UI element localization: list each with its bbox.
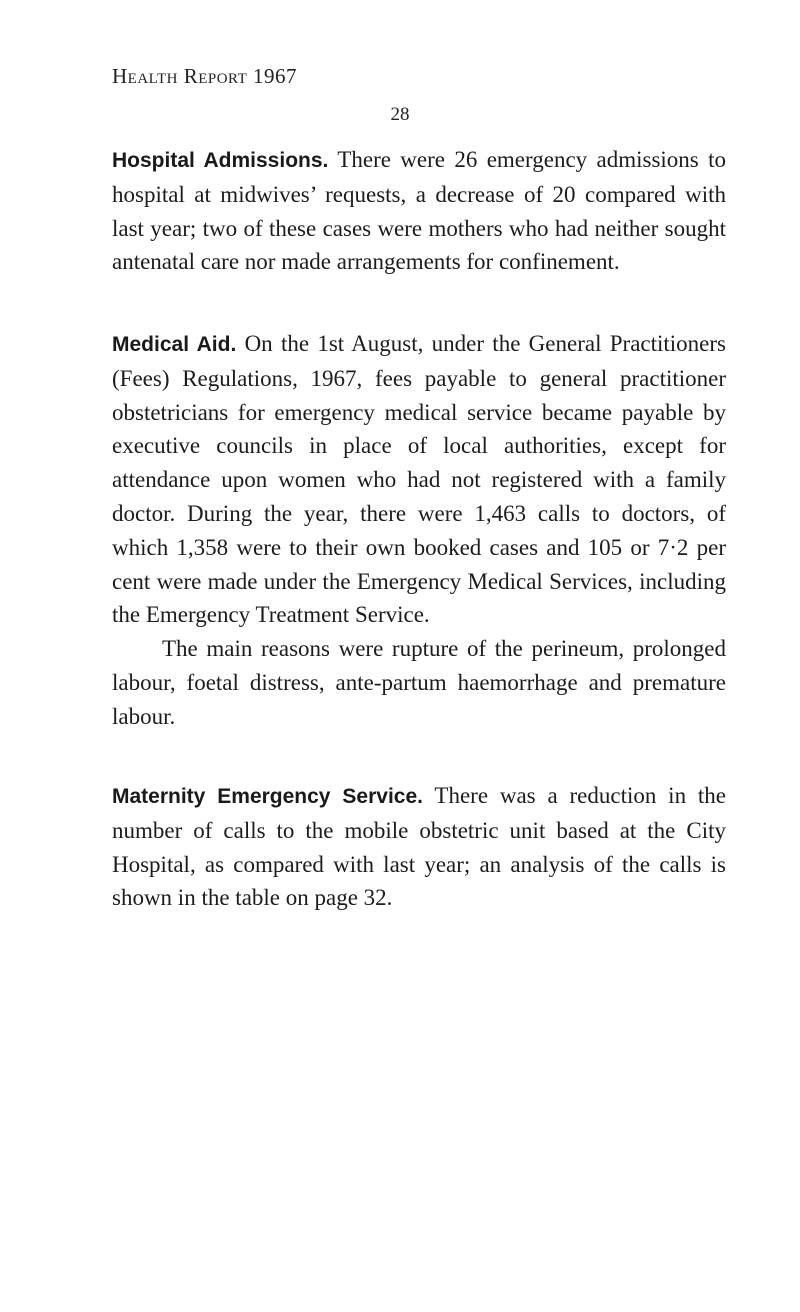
body-hospital-admissions: There were 26 emergency admissions to hospital at midwives’ requests, a decrease of 20 compared with last year; two of these cases were mothers who had neither sought antenatal care nor made arrangements for confinement. xyxy=(112,147,727,275)
running-head: Health Report 1967 xyxy=(112,64,298,88)
heading-maternity-emergency-service: Maternity Emergency Service. xyxy=(112,785,423,808)
heading-hospital-admissions: Hospital Admissions. xyxy=(112,149,329,172)
body-medical-aid: On the 1st August, under the General Practitioners (Fees) Regulations, 1967, fees payable to general practitioner obstetricians for emergency medical service became payable by executive councils in place of local authorities, except for attendance upon women who had not registered with a family doctor. During the year, there were 1,463 calls to doctors, of which 1,358 were to their own booked cases and 105 or 7·2 per cent were made under the Emergency Medical Services, including the Emergency Treatment Service. xyxy=(112,331,726,628)
body-main-reasons: The main reasons were rupture of the perineum, prolonged labour, foetal distress, ante-partum haemorrhage and premature labour. xyxy=(112,636,726,729)
paragraph-medical-aid xyxy=(112,327,726,632)
heading-medical-aid: Medical Aid. xyxy=(112,333,237,356)
paragraph-maternity-emergency-service xyxy=(112,779,726,915)
paragraph-hospital-admissions xyxy=(112,143,726,279)
body-maternity-emergency-service: There was a reduction in the number of calls to the mobile obstetric unit based at the City Hospital, as compared with last year; an analysis of the calls is shown in the table on page 32. xyxy=(112,783,727,911)
page-number: 28 xyxy=(390,104,410,125)
paragraph-main-reasons xyxy=(112,632,726,733)
